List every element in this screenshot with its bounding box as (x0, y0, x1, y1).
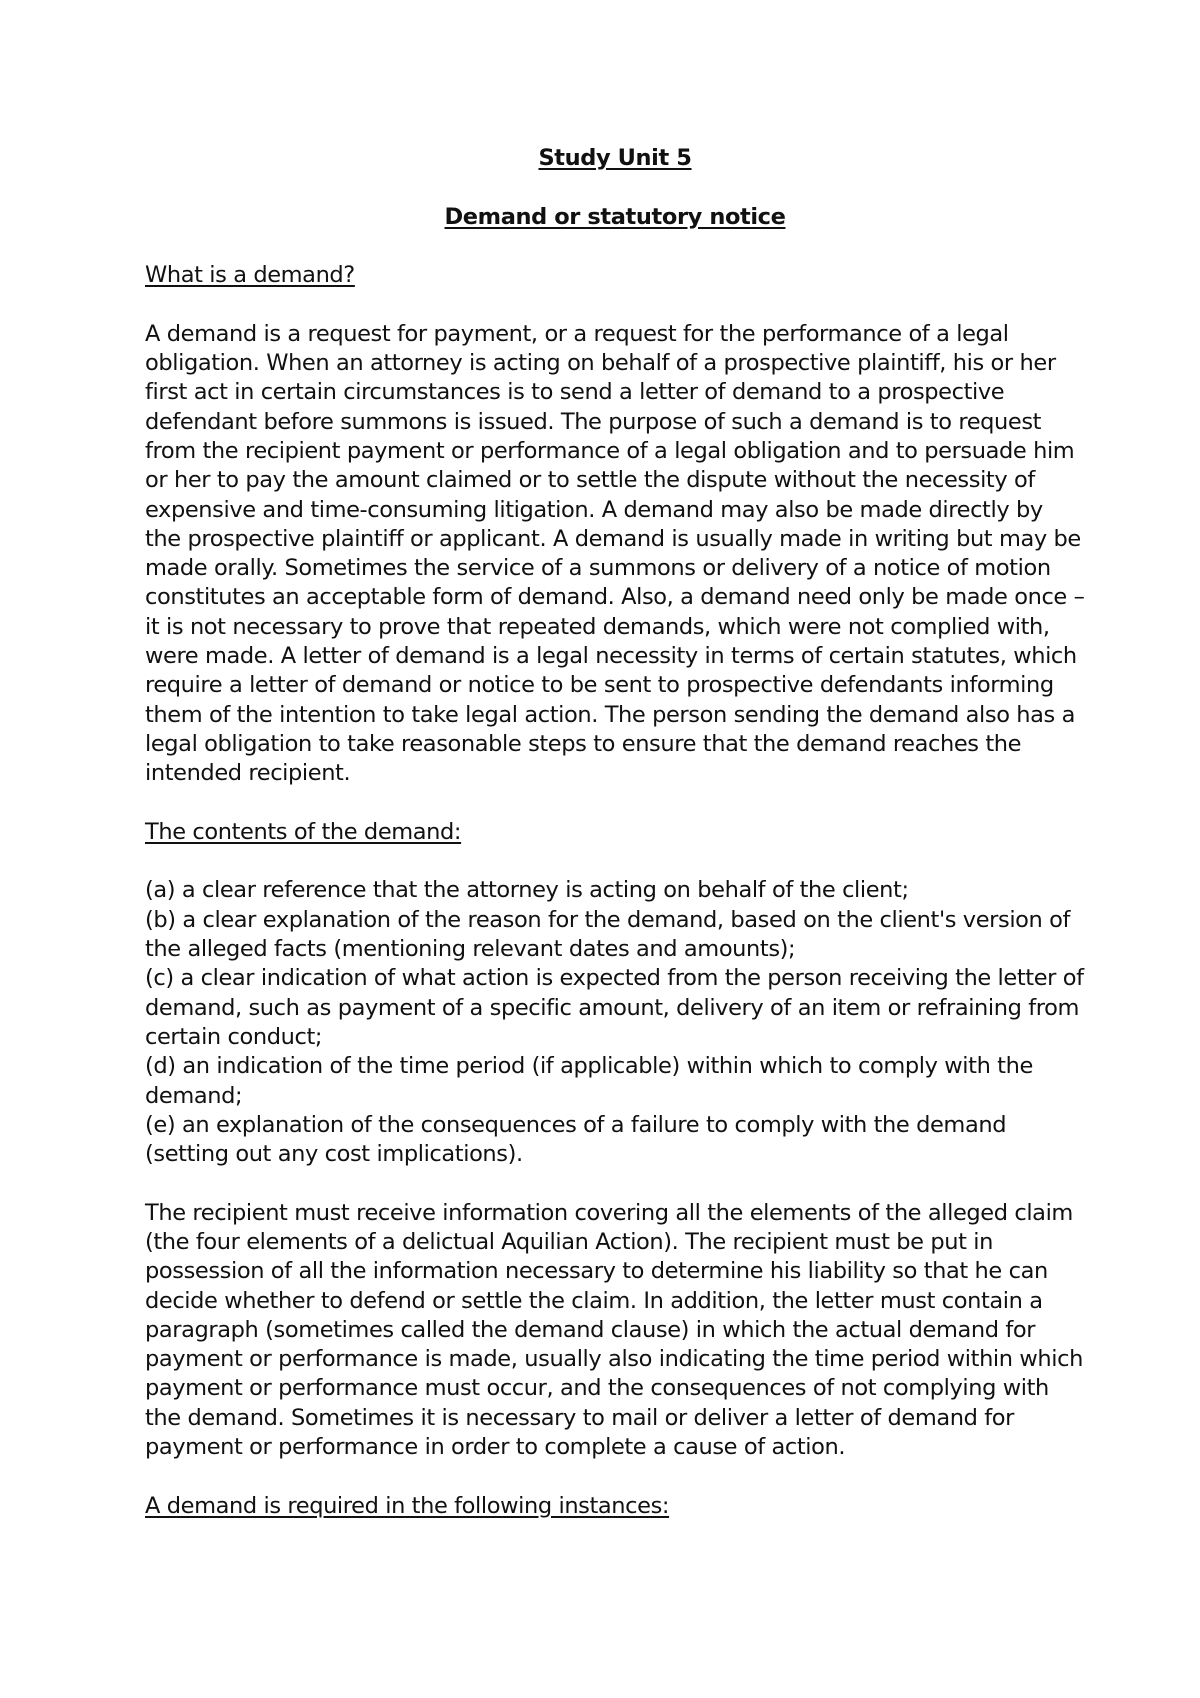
document-page (145, 144, 1085, 1550)
paragraph-what-is-demand: A demand is a request for payment, or a request for the performance of a legal obligation. When an attorney is acting on behalf of a prospective plaintiff, his or her first act in certain circumstances is to send a letter of demand to a prospective defendant before summons is issued. The purpose of such a demand is to request from the recipient payment or performance of a legal obligation and to persuade him or her to pay the amount claimed or to settle the dispute without the necessity of expensive and time-consuming litigation. A demand may also be made directly by the prospective plaintiff or applicant. A demand is usually made in writing but may be made orally. Sometimes the service of a summons or delivery of a notice of motion constitutes an acceptable form of demand. Also, a demand need only be made once – it is not necessary to prove that repeated demands, which were not complied with, were made. A letter of demand is a legal necessity in terms of certain statutes, which require a letter of demand or notice to be sent to prospective defendants informing them of the intention to take legal action. The person sending the demand also has a legal obligation to take reasonable steps to ensure that the demand reaches the intended recipient. (145, 320, 1085, 787)
list-item: (a) a clear reference that the attorney is acting on behalf of the client; (145, 877, 909, 904)
contents-list (145, 876, 1085, 1169)
list-item: (c) a clear indication of what action is expected from the person receiving the letter of demand, such as payment of a specific amount, delivery of an item or refraining from certain conduct; (145, 965, 1084, 1050)
list-item: (e) an explanation of the consequences of a failure to comply with the demand (setting out any cost implications). (145, 1111, 1007, 1168)
section-heading-required-instances: A demand is required in the following instances: (145, 1492, 670, 1519)
list-item: (d) an indication of the time period (if applicable) within which to comply with the demand; (145, 1053, 1033, 1109)
page-title: Study Unit 5 (538, 145, 692, 171)
section-heading-what-is-demand: What is a demand? (145, 262, 355, 289)
page-subtitle: Demand or statutory notice (444, 203, 786, 230)
section-heading-contents: The contents of the demand: (145, 818, 462, 845)
paragraph-recipient-information: The recipient must receive information covering all the elements of the alleged claim (the four elements of a delictual Aquilian Action). The recipient must be put in possession of all the information necessary to determine his liability so that he can decide whether to defend or settle the claim. In addition, the letter must contain a paragraph (sometimes called the demand clause) in which the actual demand for payment or performance is made, usually also indicating the time period within which payment or performance must occur, and the consequences of not complying with the demand. Sometimes it is necessary to mail or deliver a letter of demand for payment or performance in order to complete a cause of action. (145, 1199, 1083, 1461)
list-item: (b) a clear explanation of the reason for the demand, based on the client's version of the alleged facts (mentioning relevant dates and amounts); (145, 906, 1071, 963)
